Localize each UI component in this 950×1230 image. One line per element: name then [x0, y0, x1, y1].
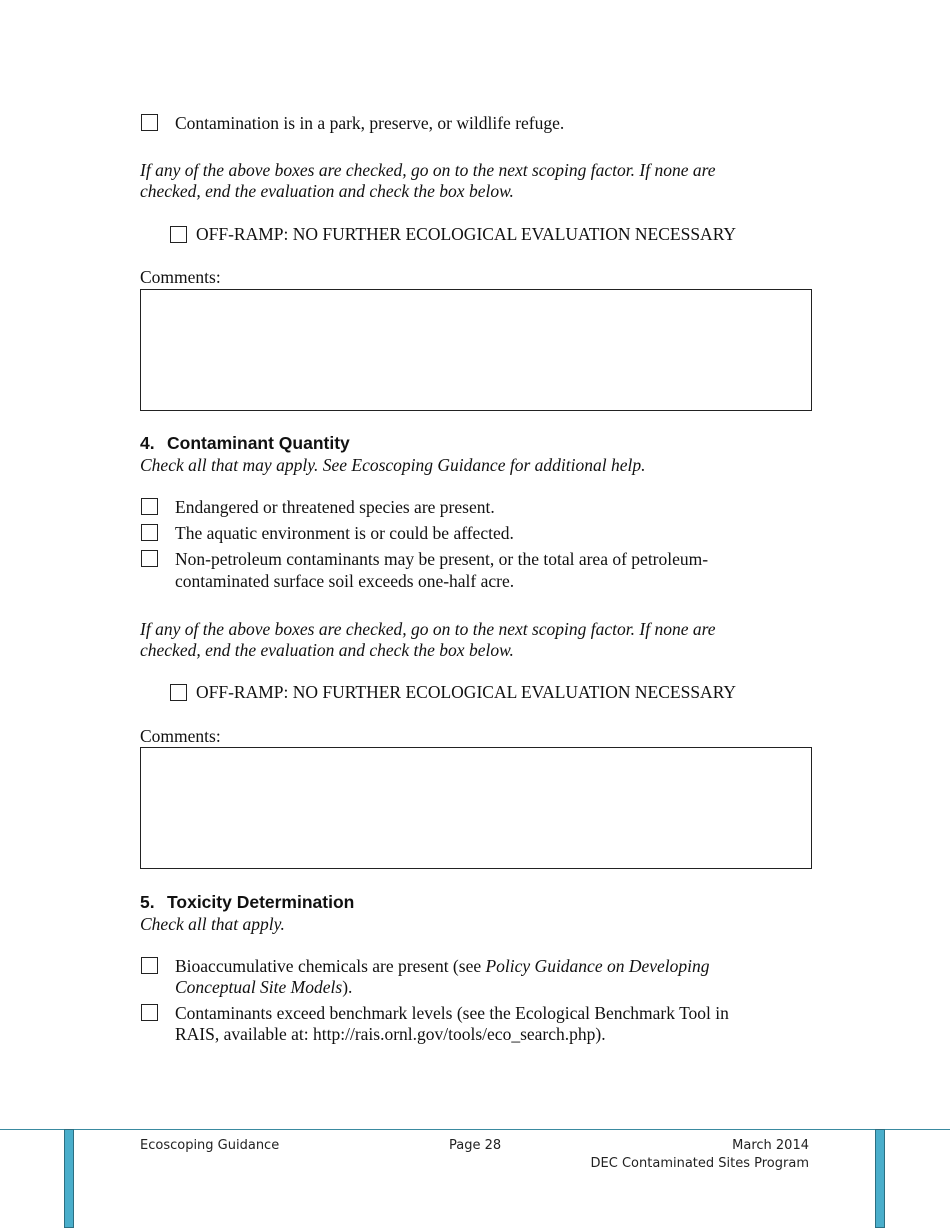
section3-offramp-checkbox[interactable] — [170, 226, 187, 243]
section3-offramp-label: OFF-RAMP: NO FURTHER ECOLOGICAL EVALUATION NECESSARY — [196, 224, 737, 244]
section5-title: Toxicity Determination — [167, 892, 355, 912]
section4-instruction-line2: checked, end the evaluation and check the box below. — [140, 640, 514, 660]
section5-heading — [140, 892, 354, 913]
endangered-species-checkbox[interactable] — [141, 498, 158, 515]
bioaccumulative-checkbox[interactable] — [141, 957, 158, 974]
section4-comments-label: Comments: — [140, 726, 221, 746]
footer-document-title: Ecoscoping Guidance — [140, 1138, 280, 1153]
section5-subtitle: Check all that apply. — [140, 914, 285, 934]
footer-left-accent-bar — [64, 1129, 74, 1228]
bioaccumulative-label-line1 — [175, 956, 710, 977]
policy-guidance-title-b: Conceptual Site Models — [175, 977, 343, 997]
policy-guidance-title-a: Policy Guidance on Developing — [485, 956, 710, 976]
bioaccumulative-text-a: Bioaccumulative chemicals are present (see — [175, 956, 486, 976]
section3-instruction-line2: checked, end the evaluation and check the box below. — [140, 181, 514, 201]
footer-rule — [0, 1129, 950, 1130]
section3-comments-label: Comments: — [140, 267, 221, 287]
section4-offramp-label: OFF-RAMP: NO FURTHER ECOLOGICAL EVALUATION NECESSARY — [196, 682, 737, 702]
section4-heading — [140, 433, 350, 454]
bioaccumulative-label-line2 — [175, 977, 352, 998]
non-petroleum-label-line2: contaminated surface soil exceeds one-half acre. — [175, 571, 515, 591]
section4-number: 4. — [140, 433, 155, 453]
section4-title: Contaminant Quantity — [167, 433, 350, 453]
section5-number: 5. — [140, 892, 155, 912]
footer-program: DEC Contaminated Sites Program — [590, 1156, 809, 1171]
section4-offramp-checkbox[interactable] — [170, 684, 187, 701]
bioaccumulative-text-b: ). — [342, 977, 353, 997]
section3-instruction-line1: If any of the above boxes are checked, go on to the next scoping factor. If none are — [140, 160, 716, 180]
aquatic-environment-checkbox[interactable] — [141, 524, 158, 541]
park-preserve-checkbox[interactable] — [141, 114, 158, 131]
non-petroleum-label-line1: Non-petroleum contaminants may be present, or the total area of petroleum- — [175, 549, 709, 569]
park-preserve-label: Contamination is in a park, preserve, or wildlife refuge. — [175, 113, 565, 133]
benchmark-label-line1: Contaminants exceed benchmark levels (see the Ecological Benchmark Tool in — [175, 1003, 729, 1023]
footer-right-accent-bar — [875, 1129, 885, 1228]
footer-page-number: Page 28 — [449, 1138, 502, 1153]
benchmark-label-line2: RAIS, available at: http://rais.ornl.gov/tools/eco_search.php). — [175, 1024, 606, 1044]
non-petroleum-checkbox[interactable] — [141, 550, 158, 567]
section4-instruction-line1: If any of the above boxes are checked, go on to the next scoping factor. If none are — [140, 619, 716, 639]
section3-comments-box[interactable] — [140, 289, 812, 411]
footer-date: March 2014 — [732, 1138, 809, 1153]
aquatic-environment-label: The aquatic environment is or could be affected. — [175, 523, 514, 543]
benchmark-checkbox[interactable] — [141, 1004, 158, 1021]
endangered-species-label: Endangered or threatened species are present. — [175, 497, 495, 517]
section4-subtitle: Check all that may apply. See Ecoscoping Guidance for additional help. — [140, 455, 646, 475]
section4-comments-box[interactable] — [140, 747, 812, 869]
